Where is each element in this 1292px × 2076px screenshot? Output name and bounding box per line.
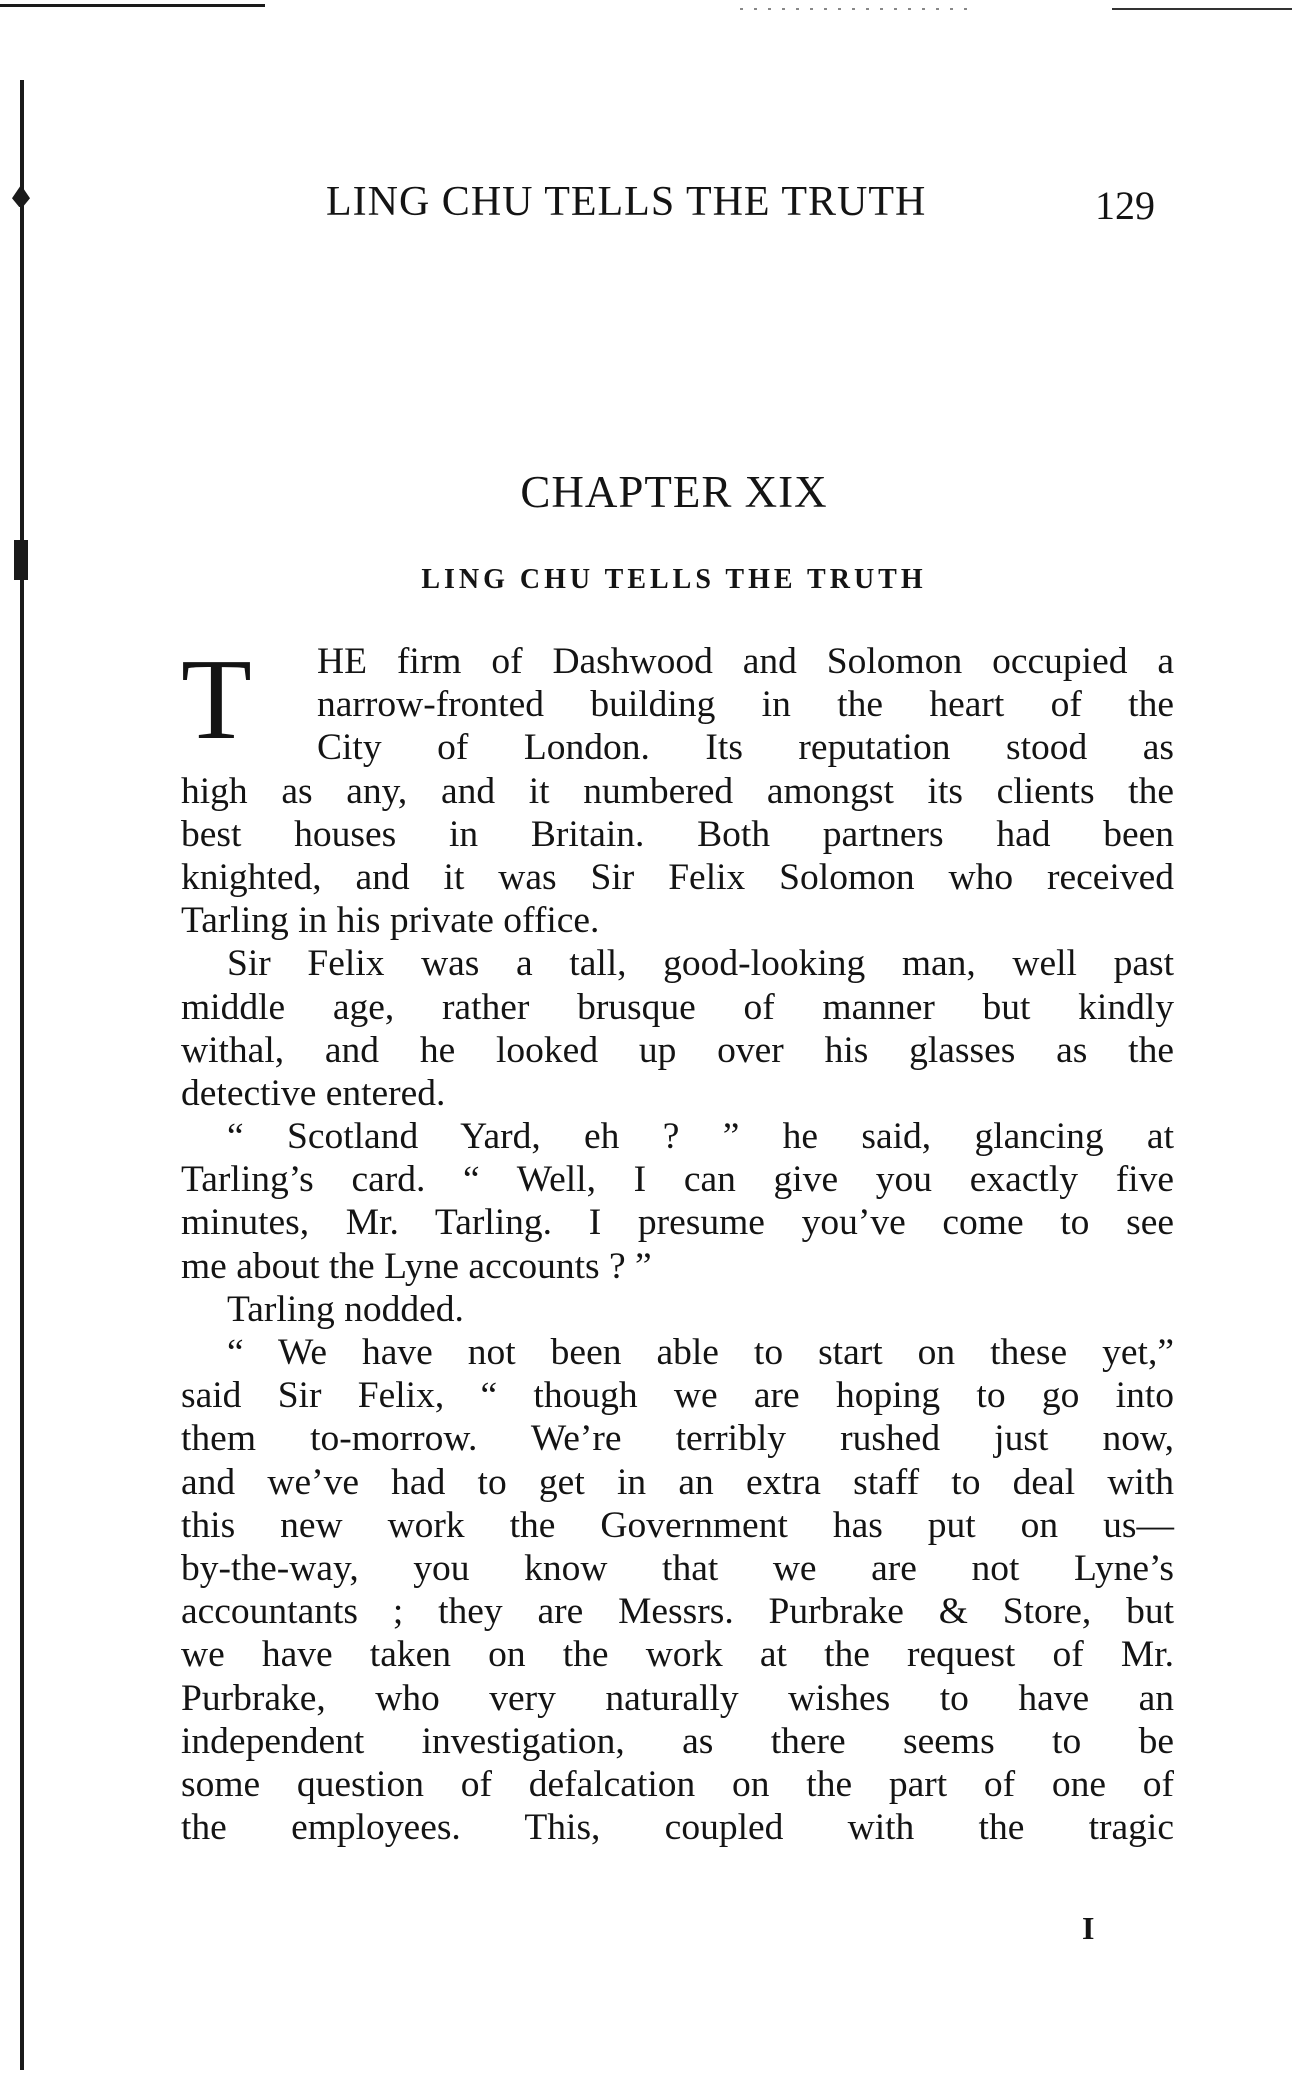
scan-specks xyxy=(740,8,970,10)
text-line: minutes, Mr. Tarling. I presume you’ve come to see xyxy=(181,1202,1174,1244)
body-text xyxy=(181,636,1174,1849)
scan-edge-rule-left xyxy=(0,4,265,7)
drop-cap: T xyxy=(181,636,252,764)
text-line: and we’ve had to get in an extra staff to deal with xyxy=(181,1461,1174,1503)
text-line: best houses in Britain. Both partners had been xyxy=(181,813,1174,855)
text-line: HE firm of Dashwood and Solomon occupied a xyxy=(317,641,1174,682)
running-head: LING CHU TELLS THE TRUTH xyxy=(326,179,927,225)
binding-mark xyxy=(12,185,30,207)
text-line: Tarling nodded. xyxy=(227,1288,464,1330)
chapter-number: CHAPTER XIX xyxy=(520,467,828,517)
text-line: me about the Lyne accounts ? ” xyxy=(181,1245,652,1287)
scan-edge-rule-right xyxy=(1112,8,1292,10)
text-line: City of London. Its reputation stood as xyxy=(317,727,1174,769)
text-line: “ We have not been able to start on these yet,” xyxy=(227,1332,1174,1373)
text-line: we have taken on the work at the request of Mr. xyxy=(181,1634,1174,1676)
signature-mark: I xyxy=(1082,1910,1095,1946)
text-line: this new work the Government has put on us— xyxy=(181,1504,1174,1546)
text-line: knighted, and it was Sir Felix Solomon who received xyxy=(181,856,1174,898)
text-line: middle age, rather brusque of manner but kindly xyxy=(181,986,1174,1028)
text-line: some question of defalcation on the part of one of xyxy=(181,1763,1174,1805)
text-line: detective entered. xyxy=(181,1072,446,1114)
text-line: independent investigation, as there seems to be xyxy=(181,1720,1174,1762)
binding-edge xyxy=(20,80,24,2070)
text-line: Tarling’s card. “ Well, I can give you exactly five xyxy=(181,1159,1174,1201)
page-number: 129 xyxy=(1095,183,1155,228)
text-line: them to-morrow. We’re terribly rushed just now, xyxy=(181,1418,1174,1460)
text-line: Tarling in his private office. xyxy=(181,900,600,942)
text-line: Purbrake, who very naturally wishes to have an xyxy=(181,1677,1174,1719)
text-line: Sir Felix was a tall, good-looking man, well past xyxy=(227,943,1174,985)
text-line: “ Scotland Yard, eh ? ” he said, glancing at xyxy=(227,1116,1174,1158)
text-line: high as any, and it numbered amongst its clients the xyxy=(181,770,1174,812)
text-line: withal, and he looked up over his glasses as the xyxy=(181,1029,1174,1071)
text-line: accountants ; they are Messrs. Purbrake & Store, but xyxy=(181,1591,1174,1633)
chapter-title: LING CHU TELLS THE TRUTH xyxy=(421,564,927,595)
text-line: by-the-way, you know that we are not Lyne’s xyxy=(181,1547,1174,1589)
text-line: said Sir Felix, “ though we are hoping to go into xyxy=(181,1375,1174,1417)
text-line: narrow-fronted building in the heart of the xyxy=(317,684,1174,726)
text-line: the employees. This, coupled with the tragic xyxy=(181,1807,1174,1849)
